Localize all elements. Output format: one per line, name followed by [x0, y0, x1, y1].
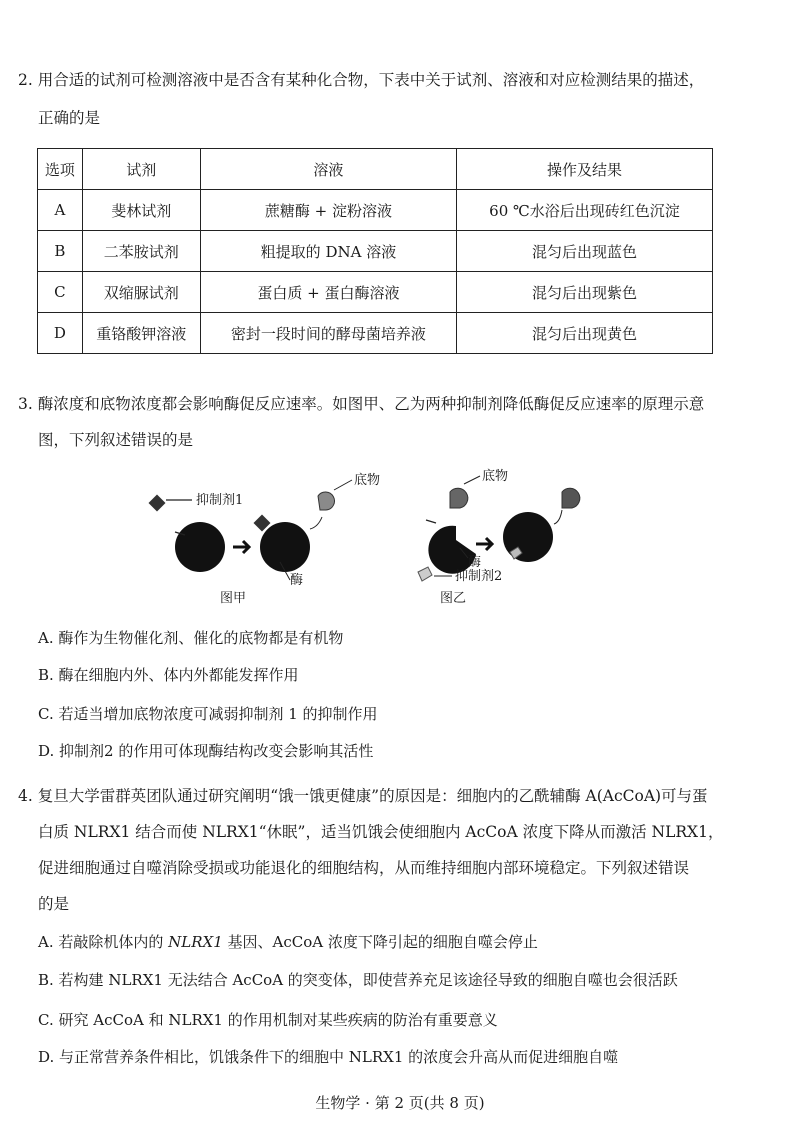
question-4-stem-line3: 促进细胞通过自噬消除受损或功能退化的细胞结构，从而维持细胞内部环境稳定。下列叙述错误	[38, 859, 690, 877]
table-cell: 60 ℃水浴后出现砖红色沉淀	[457, 190, 713, 231]
enzyme-inhibitor-figure	[130, 462, 630, 612]
label-enzyme-b: 酶	[468, 555, 482, 570]
question-2-stem-line2: 正确的是	[38, 109, 101, 127]
table-row	[38, 231, 713, 272]
option-a-prefix: A. 若敲除机体内的	[38, 933, 169, 951]
question-2-stem	[18, 70, 704, 90]
question-4-option-a	[38, 932, 538, 952]
table-cell: 粗提取的 DNA 溶液	[200, 231, 456, 272]
option-a-suffix: 基因、AcCoA 浓度下降引起的细胞自噬会停止	[222, 933, 538, 951]
table-header: 操作及结果	[457, 149, 713, 190]
question-2-number: 2.	[18, 71, 33, 89]
option-a-gene: NLRX1	[168, 933, 223, 951]
question-3-stem	[18, 394, 704, 414]
table-row	[38, 313, 713, 354]
table-cell: 双缩脲试剂	[82, 272, 200, 313]
page-footer: 生物学 · 第 2 页(共 8 页)	[315, 1094, 485, 1112]
question-3-number: 3.	[18, 395, 33, 413]
question-4-option-d: D. 与正常营养条件相比，饥饿条件下的细胞中 NLRX1 的浓度会升高从而促进细胞自噬	[38, 1048, 619, 1066]
question-4-stem-line2: 白质 NLRX1 结合而使 NLRX1“休眠”，适当饥饿会使细胞内 AcCoA 浓度下降从而激活 NLRX1，	[38, 823, 724, 841]
inhibitor-2-shape	[418, 567, 432, 581]
table-row	[38, 272, 713, 313]
label-inhibitor-2: 抑制剂2	[455, 569, 503, 584]
reagent-table	[37, 148, 713, 354]
substrate-b-released	[562, 488, 580, 508]
table-header: 溶液	[200, 149, 456, 190]
caption-figure-a: 图甲	[220, 591, 247, 606]
table-cell: B	[38, 231, 83, 272]
question-4-stem-line1: 复旦大学雷群英团队通过研究阐明“饿一饿更健康”的原因是：细胞内的乙酰辅酶 A(AcCoA)可与蛋	[37, 787, 708, 805]
arrow-right-b	[476, 538, 492, 550]
question-2-stem-line1: 用合适的试剂可检测溶液中是否含有某种化合物，下表中关于试剂、溶液和对应检测结果的描述，	[37, 71, 705, 89]
substrate-a-pointer	[334, 480, 352, 490]
table-cell: 密封一段时间的酵母菌培养液	[200, 313, 456, 354]
label-enzyme-a: 酶	[290, 573, 304, 588]
label-substrate-b: 底物	[482, 469, 509, 484]
question-4-option-c: C. 研究 AcCoA 和 NLRX1 的作用机制对某些疾病的防治有重要意义	[38, 1011, 498, 1029]
enzyme-a-before	[175, 522, 225, 572]
table-cell: C	[38, 272, 83, 313]
question-3-stem-line1: 酶浓度和底物浓度都会影响酶促反应速率。如图甲、乙为两种抑制剂降低酶促反应速率的原理示意	[37, 395, 705, 413]
table-cell: 混匀后出现紫色	[457, 272, 713, 313]
question-3-stem-line2: 图，下列叙述错误的是	[38, 431, 194, 449]
question-3-option-c: C. 若适当增加底物浓度可减弱抑制剂 1 的抑制作用	[38, 705, 378, 723]
table-row	[38, 190, 713, 231]
substrate-a-shape	[318, 492, 334, 510]
substrate-b-pointer	[464, 476, 480, 484]
table-cell: 重铬酸钾溶液	[82, 313, 200, 354]
table-cell: A	[38, 190, 83, 231]
table-cell: 蔗糖酶 + 淀粉溶液	[200, 190, 456, 231]
inhibitor-1-shape	[149, 495, 166, 512]
table-cell: 混匀后出现蓝色	[457, 231, 713, 272]
question-4-option-b: B. 若构建 NLRX1 无法结合 AcCoA 的突变体，即使营养充足该途径导致的细胞自噬也会很活跃	[38, 971, 678, 989]
table-cell: 混匀后出现黄色	[457, 313, 713, 354]
figure-b	[418, 468, 580, 606]
question-3-option-a: A. 酶作为生物催化剂、催化的底物都是有机物	[38, 629, 344, 647]
substrate-a-arrow	[310, 517, 322, 529]
question-3-option-d: D. 抑制剂2 的作用可体现酶结构改变会影响其活性	[38, 742, 374, 760]
table-cell: D	[38, 313, 83, 354]
substrate-b-shape	[450, 488, 468, 508]
figure-a	[149, 472, 381, 606]
question-3-option-b: B. 酶在细胞内外、体内外都能发挥作用	[38, 666, 299, 684]
table-header: 选项	[38, 149, 83, 190]
question-4-stem-line4: 的是	[38, 895, 70, 913]
table-cell: 蛋白质 + 蛋白酶溶液	[200, 272, 456, 313]
table-cell: 斐林试剂	[82, 190, 200, 231]
arrow-right-a	[233, 541, 249, 553]
table-header-row	[38, 149, 713, 190]
enzyme-b-after	[503, 512, 553, 562]
question-4-number: 4.	[18, 787, 33, 805]
caption-figure-b: 图乙	[440, 591, 467, 606]
arrow-small-b	[426, 520, 436, 523]
label-inhibitor-1: 抑制剂1	[196, 493, 244, 508]
label-substrate-a: 底物	[354, 473, 381, 488]
table-header: 试剂	[82, 149, 200, 190]
enzyme-a-after	[260, 522, 310, 572]
substrate-b-arrow	[554, 510, 562, 524]
table-cell: 二苯胺试剂	[82, 231, 200, 272]
question-4-stem	[18, 786, 708, 806]
